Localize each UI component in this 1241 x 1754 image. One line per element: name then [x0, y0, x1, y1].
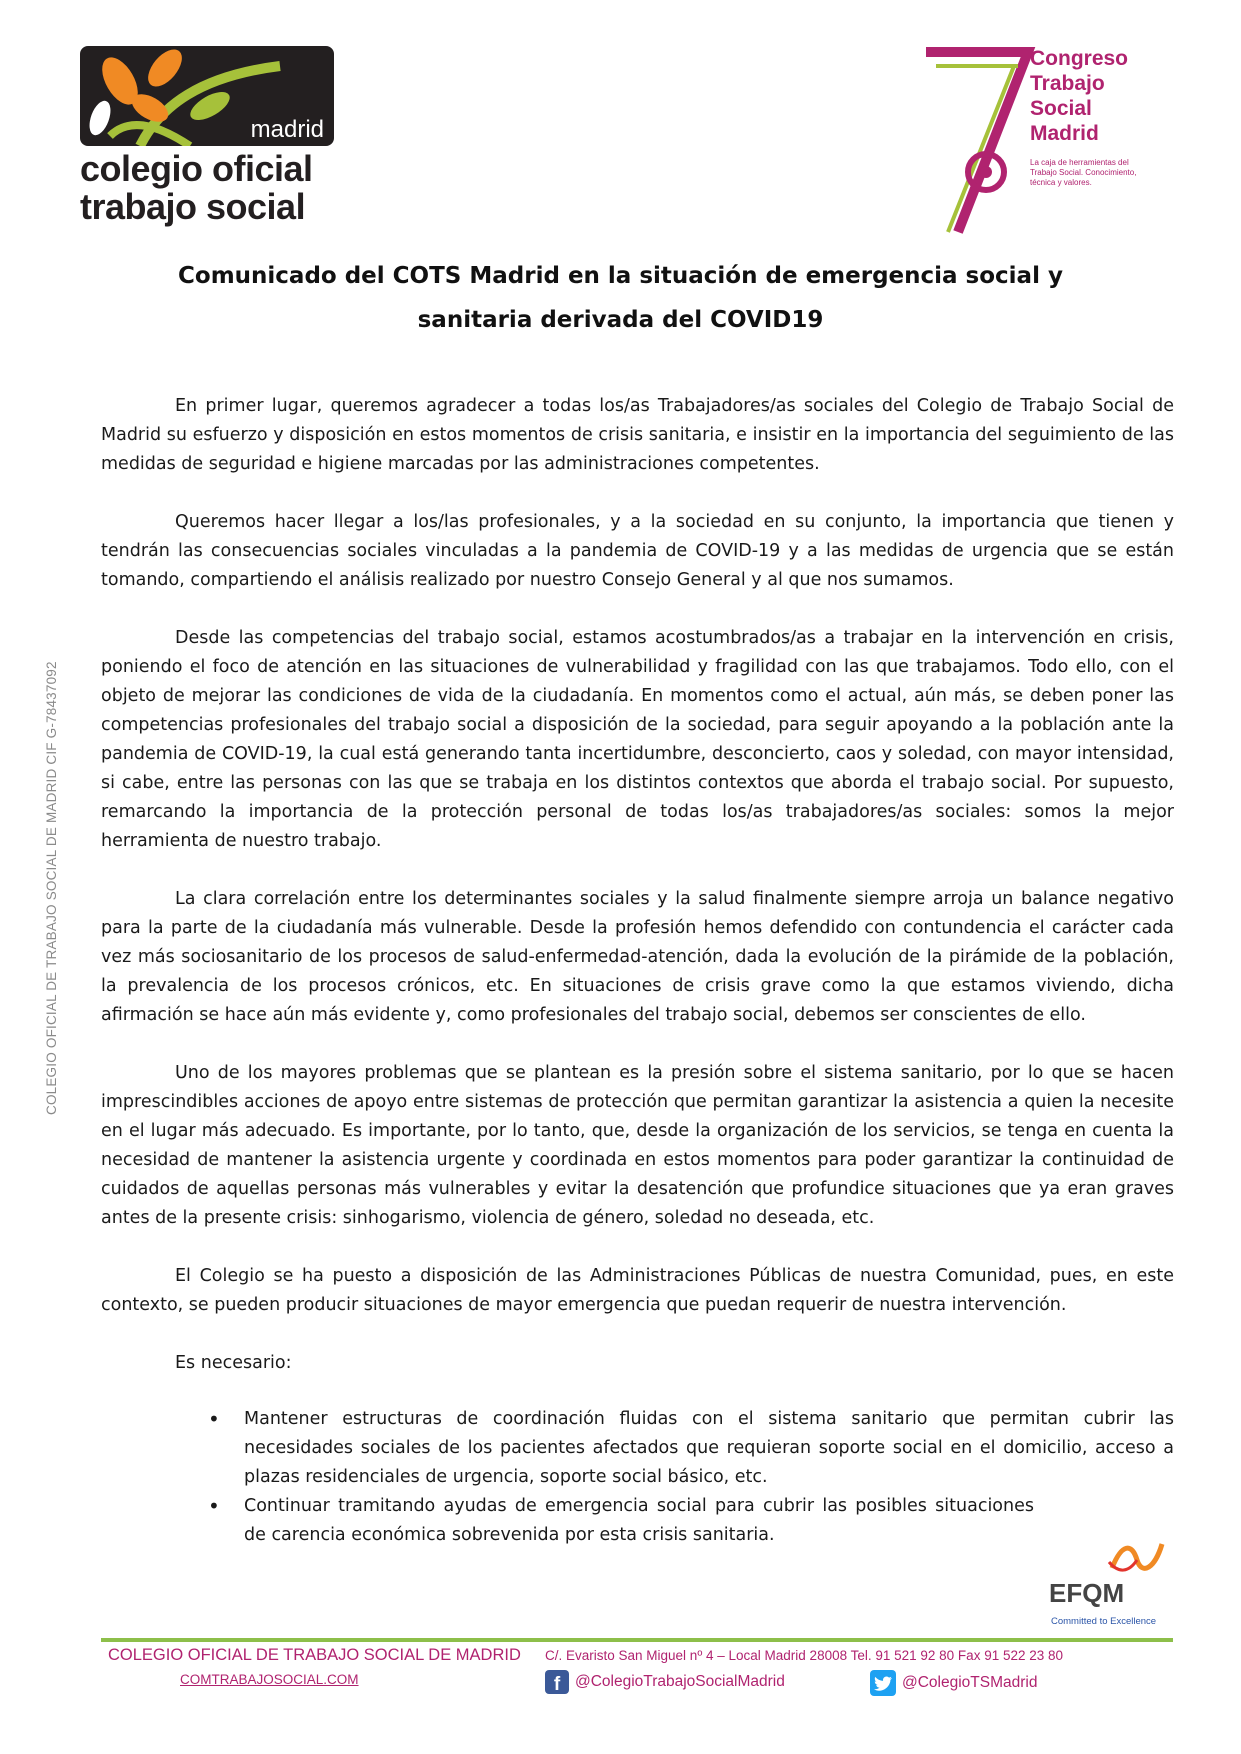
- efqm-tagline: Committed to Excellence: [1051, 1616, 1157, 1627]
- list-item: • Mantener estructuras de coordinación fluidas con el sistema sanitario que permitan cubrir las necesidades sociales de los pacientes afectados que requieran soporte social en el domicilio, acceso a plazas residenciales de urgencia, soporte social básico, etc.: [244, 1405, 1174, 1492]
- paragraph: El Colegio se ha puesto a disposición de las Administraciones Públicas de nuestra Comunidad, pues, en este contexto, se pueden producir situaciones de mayor emergencia que puedan requerir de nuestra intervención.: [101, 1266, 1174, 1315]
- paragraph: Uno de los mayores problemas que se plantean es la presión sobre el sistema sanitario, por lo que se hacen imprescindibles acciones de apoyo entre sistemas de protección que permitan garantizar la asistencia a quien la necesite en el lugar más adecuado. Es importante, por lo tanto, que, desde la organización de los servicios, se tenga en cuenta la necesidad de mantener la asistencia urgente y coordinada en estos momentos para poder garantizar la continuidad de cuidados de aquellas personas más vulnerables y evitar la desatención que profundice situaciones que ya eran graves antes de la presente crisis: sinhogarismo, violencia de género, soledad no deseada, etc.: [101, 1063, 1174, 1228]
- side-org-text: COLEGIO OFICIAL DE TRABAJO SOCIAL DE MADRID CIF G-78437092: [44, 661, 59, 1115]
- footer-divider: [101, 1638, 1173, 1642]
- bullet-list: [101, 1405, 1174, 1550]
- congreso-logo: [918, 46, 1158, 236]
- document-body: [101, 392, 1174, 1550]
- cots-logo: [80, 46, 340, 226]
- facebook-icon: f: [545, 1670, 569, 1694]
- logo-line-2: trabajo social: [80, 186, 306, 227]
- twitter-icon: [870, 1670, 896, 1696]
- efqm-swoosh-icon: [1107, 1538, 1167, 1578]
- efqm-logo: [1049, 1538, 1169, 1630]
- title-line-1: Comunicado del COTS Madrid en la situación de emergencia social y: [178, 263, 1063, 289]
- congreso-line-3: Social: [1030, 97, 1092, 120]
- paragraph: Queremos hacer llegar a los/las profesionales, y a la sociedad en su conjunto, la importancia que tienen y tendrán las consecuencias sociales vinculadas a la pandemia de COVID-19 y a las medidas de urgencia que se están tomando, compartiendo el análisis realizado por nuestro Consejo General y al que nos sumamos.: [101, 512, 1174, 590]
- paragraph: Desde las competencias del trabajo social, estamos acostumbrados/as a trabajar en la intervención en crisis, poniendo el foco de atención en las situaciones de vulnerabilidad y fragilidad con las que trabajamos. Todo ello, con el objeto de mejorar las condiciones de vida de la ciudadanía. En momentos como el actual, aún más, se deben poner las competencias profesionales del trabajo social a disposición de la sociedad, para seguir apoyando a la población ante la pandemia de COVID-19, la cual está generando tanta incertidumbre, desconcierto, caos y soledad, con mayor intensidad, si cabe, entre las personas con las que se trabaja en los distintos contextos que aborda el trabajo social. Por supuesto, remarcando la importancia de la protección personal de todas los/as trabajadores/as sociales: somos la mejor herramienta de nuestro trabajo.: [101, 628, 1174, 851]
- logo-line-1: colegio oficial: [80, 148, 313, 189]
- footer-address: C/. Evaristo San Miguel nº 4 – Local Madrid 28008 Tel. 91 521 92 80 Fax 91 522 23 80: [545, 1648, 1064, 1663]
- congreso-seven-icon: [918, 46, 1038, 236]
- title-line-2: sanitaria derivada del COVID19: [417, 307, 824, 333]
- footer-website-link[interactable]: COMTRABAJOSOCIAL.COM: [180, 1672, 359, 1687]
- efqm-label: EFQM: [1049, 1578, 1125, 1608]
- paragraph: Es necesario:: [175, 1353, 292, 1373]
- congreso-line-2: Trabajo: [1030, 72, 1105, 95]
- cots-logo-graphic: [80, 46, 334, 146]
- footer-org-name: COLEGIO OFICIAL DE TRABAJO SOCIAL DE MADRID: [108, 1646, 521, 1664]
- paragraph: La clara correlación entre los determinantes sociales y la salud finalmente siempre arroja un balance negativo para la parte de la ciudadanía más vulnerable. Desde la profesión hemos defendido con contundencia el carácter cada vez más sociosanitario de los procesos de salud-enfermedad-atención, dada la evolución de la pirámide de la población, la prevalencia de los procesos crónicos, etc. En situaciones de crisis grave como la que estamos viviendo, dicha afirmación se hace aún más evidente y, como profesionales del trabajo social, debemos ser conscientes de ello.: [101, 889, 1174, 1025]
- logo-madrid-text: madrid: [250, 116, 324, 143]
- list-item: • Continuar tramitando ayudas de emergencia social para cubrir las posibles situaciones de carencia económica sobrevenida por esta crisis sanitaria.: [244, 1492, 1034, 1550]
- congreso-line-1: Congreso: [1030, 47, 1129, 70]
- paragraph: En primer lugar, queremos agradecer a todas los/as Trabajadores/as sociales del Colegio de Trabajo Social de Madrid su esfuerzo y disposición en estos momentos de crisis sanitaria, e insistir en la importancia del seguimiento de las medidas de seguridad e higiene marcadas por las administraciones competentes.: [101, 396, 1174, 474]
- twitter-handle: @ColegioTSMadrid: [902, 1674, 1038, 1691]
- congreso-line-4: Madrid: [1030, 122, 1099, 145]
- document-title: [120, 254, 1121, 342]
- congreso-tagline: La caja de herramientas del Trabajo Social. Conocimiento, técnica y valores.: [1030, 158, 1137, 187]
- twitter-link[interactable]: [870, 1670, 1037, 1696]
- congreso-title: [1030, 46, 1128, 146]
- facebook-handle: @ColegioTrabajoSocialMadrid: [575, 1673, 785, 1690]
- facebook-link[interactable]: [545, 1670, 785, 1694]
